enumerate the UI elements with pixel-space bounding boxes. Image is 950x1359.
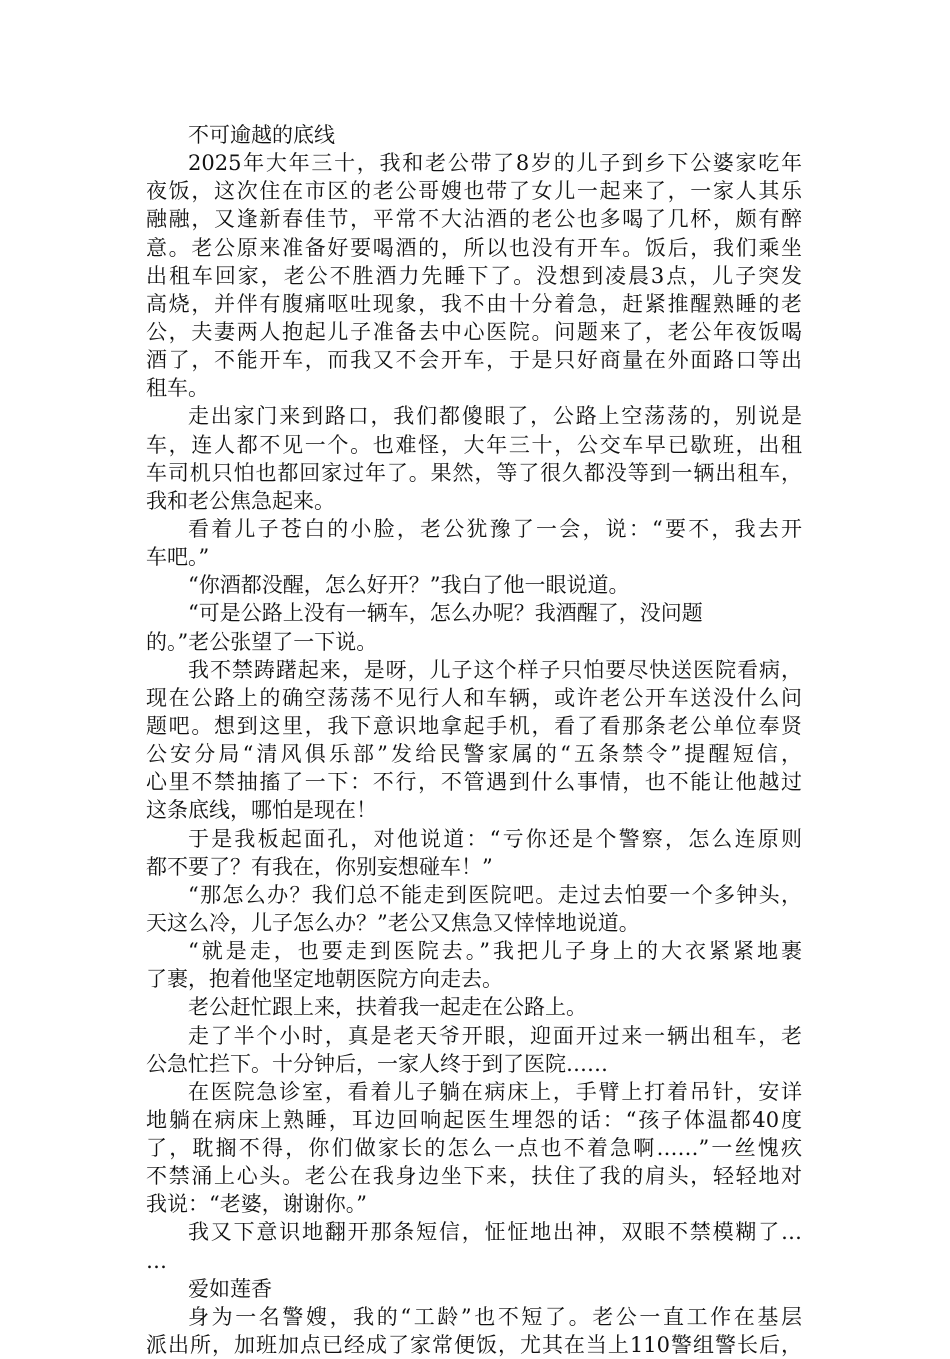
text-line: 公急忙拦下。十分钟后，一家人终于到了医院…… xyxy=(146,1051,608,1076)
text-line: “就是走，也要走到医院去。”我把儿子身上的大衣紧紧地裹 xyxy=(188,939,802,964)
text-line: 心里不禁抽搐了一下：不行，不管遇到什么事情，也不能让他越过 xyxy=(146,770,802,795)
text-line: 车司机只怕也都回家过年了。果然，等了很久都没等到一辆出租车， xyxy=(146,460,802,485)
text-line: 公，夫妻两人抱起儿子准备去中心医院。问题来了，老公年夜饭喝 xyxy=(146,319,802,344)
text-line: “那怎么办？我们总不能走到医院吧。走过去怕要一个多钟头， xyxy=(188,882,802,907)
text-line: 我说：“老婆，谢谢你。” xyxy=(146,1192,367,1217)
text-line: 在医院急诊室，看着儿子躺在病床上，手臂上打着吊针，安详 xyxy=(188,1079,802,1104)
text-line: 爱如莲香 xyxy=(188,1276,272,1301)
text-line: 走出家门来到路口，我们都傻眼了，公路上空荡荡的，别说是 xyxy=(188,404,802,429)
text-line: 融融，又逢新春佳节，平常不大沾酒的老公也多喝了几杯，颇有醉 xyxy=(146,207,802,232)
text-line: 都不要了？有我在，你别妄想碰车！” xyxy=(146,854,493,879)
text-line: 高烧，并伴有腹痛呕吐现象，我不由十分着急，赶紧推醒熟睡的老 xyxy=(146,291,802,316)
text-line: 公安分局“清风俱乐部”发给民警家属的“五条禁令”提醒短信， xyxy=(146,742,802,767)
text-line: 这条底线，哪怕是现在！ xyxy=(146,798,377,823)
text-line: 看着儿子苍白的小脸，老公犹豫了一会，说：“要不，我去开 xyxy=(188,516,802,541)
text-line: 不禁涌上心头。老公在我身边坐下来，扶住了我的肩头，轻轻地对 xyxy=(146,1164,802,1189)
text-line: 了，耽搁不得，你们做家长的怎么一点也不着急啊……”一丝愧疚 xyxy=(146,1136,802,1161)
text-line: 我不禁踌躇起来，是呀，儿子这个样子只怕要尽快送医院看病， xyxy=(188,657,802,682)
document-page xyxy=(146,121,802,1359)
text-line: 意。老公原来准备好要喝酒的，所以也没有开车。饭后，我们乘坐 xyxy=(146,235,802,260)
text-line: 了裹，抱着他坚定地朝医院方向走去。 xyxy=(146,967,503,992)
text-line: 租车。 xyxy=(146,376,209,401)
text-line: “可是公路上没有一辆车，怎么办呢？我酒醒了，没问题 xyxy=(188,601,703,626)
text-line: 身为一名警嫂，我的“工龄”也不短了。老公一直工作在基层 xyxy=(188,1304,802,1329)
text-line: 地躺在病床上熟睡，耳边回响起医生埋怨的话：“孩子体温都40度 xyxy=(146,1107,802,1132)
text-line: 的。”老公张望了一下说。 xyxy=(146,629,378,654)
text-line: 题吧。想到这里，我下意识地拿起手机，看了看那条老公单位奉贤 xyxy=(146,713,802,738)
text-line: 车吧。” xyxy=(146,545,210,570)
text-line: 我和老公焦急起来。 xyxy=(146,488,335,513)
text-line: 酒了，不能开车，而我又不会开车，于是只好商量在外面路口等出 xyxy=(146,348,802,373)
text-line: 夜饭，这次住在市区的老公哥嫂也带了女儿一起来了，一家人其乐 xyxy=(146,179,802,204)
text-line: 不可逾越的底线 xyxy=(188,123,335,147)
text-line: 出租车回家，老公不胜酒力先睡下了。没想到凌晨3点，儿子突发 xyxy=(146,263,802,288)
text-line: “你酒都没醒，怎么好开？”我白了他一眼说道。 xyxy=(188,573,630,598)
text-line: 老公赶忙跟上来，扶着我一起走在公路上。 xyxy=(188,995,587,1020)
text-line: 现在公路上的确空荡荡不见行人和车辆，或许老公开车送没什么问 xyxy=(146,685,802,710)
text-line: 天这么冷，儿子怎么办？”老公又焦急又悻悻地说道。 xyxy=(146,910,640,935)
text-line: 2025年大年三十，我和老公带了8岁的儿子到乡下公婆家吃年 xyxy=(188,151,802,176)
text-line: 车，连人都不见一个。也难怪，大年三十，公交车早已歇班，出租 xyxy=(146,432,802,457)
text-line: 派出所，加班加点已经成了家常便饭，尤其在当上110警组警长后， xyxy=(146,1333,802,1358)
text-line: 走了半个小时，真是老天爷开眼，迎面开过来一辆出租车，老 xyxy=(188,1023,802,1048)
text-line: 我又下意识地翻开那条短信，怔怔地出神，双眼不禁模糊了… xyxy=(188,1220,802,1245)
text-line: … xyxy=(146,1248,167,1273)
text-line: 于是我板起面孔，对他说道：“亏你还是个警察，怎么连原则 xyxy=(188,826,802,851)
